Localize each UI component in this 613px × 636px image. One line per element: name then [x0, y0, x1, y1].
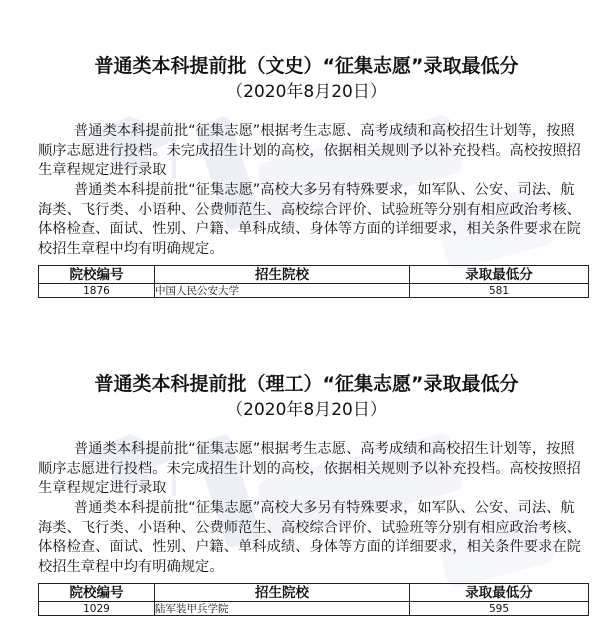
cell-school-code: 1876 — [39, 284, 155, 298]
cell-school-name: 陆军装甲兵学院 — [155, 602, 410, 616]
table-header-row — [39, 584, 589, 602]
table-header-row — [39, 266, 589, 284]
header-min-score: 录取最低分 — [410, 584, 589, 602]
cell-school-code: 1029 — [39, 602, 155, 616]
cell-school-name: 中国人民公安大学 — [155, 284, 410, 298]
cell-min-score: 595 — [410, 602, 589, 616]
header-school-code: 院校编号 — [39, 266, 155, 284]
paragraph-special-requirements: 普通类本科提前批“征集志愿”高校大多另有特殊要求，如军队、公安、司法、航海类、飞行类、小语种、公费师范生、高校综合评价、试验班等分别有相应政治考核、体格检查、面试、性别、户籍、单科成绩、身体等方面的详细要求，相关条件要求在院校招生章程中均有明确规定。 — [38, 182, 581, 257]
publish-date: （2020年8月20日） — [226, 82, 387, 102]
publish-date: （2020年8月20日） — [226, 400, 387, 420]
score-table — [38, 583, 589, 616]
paragraph-enrollment-rules: 普通类本科提前批“征集志愿”根据考生志愿、高考成绩和高校招生计划等，按照顺序志愿进行投档。未完成招生计划的高校，依据相关规则予以补充投档。高校按照招生章程规定进行录取 — [38, 441, 581, 496]
paragraph-enrollment-rules: 普通类本科提前批“征集志愿”根据考生志愿、高考成绩和高校招生计划等，按照顺序志愿进行投档。未完成招生计划的高校，依据相关规则予以补充投档。高校按照招生章程规定进行录取 — [38, 123, 581, 178]
paragraph-special-requirements: 普通类本科提前批“征集志愿”高校大多另有特殊要求，如军队、公安、司法、航海类、飞行类、小语种、公费师范生、高校综合评价、试验班等分别有相应政治考核、体格检查、面试、性别、户籍、单科成绩、身体等方面的详细要求，相关条件要求在院校招生章程中均有明确规定。 — [38, 500, 581, 575]
page-title: 普通类本科提前批（理工）“征集志愿”录取最低分 — [94, 373, 519, 395]
table-row — [39, 602, 589, 616]
cell-min-score: 581 — [410, 284, 589, 298]
table-row — [39, 284, 589, 298]
header-min-score: 录取最低分 — [410, 266, 589, 284]
header-school-name: 招生院校 — [155, 584, 410, 602]
page-title: 普通类本科提前批（文史）“征集志愿”录取最低分 — [94, 55, 519, 77]
header-school-code: 院校编号 — [39, 584, 155, 602]
score-table — [38, 265, 589, 298]
section-science — [0, 318, 613, 636]
header-school-name: 招生院校 — [155, 266, 410, 284]
